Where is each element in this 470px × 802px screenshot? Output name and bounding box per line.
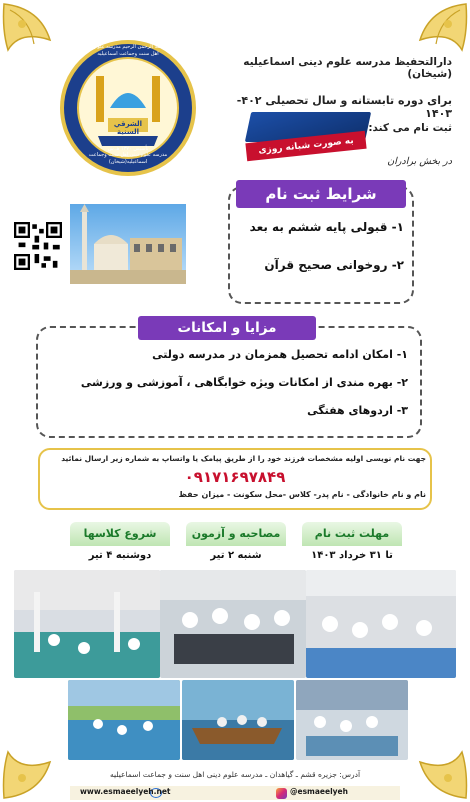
benefits-title: مزایا و امکانات — [138, 316, 316, 340]
brothers-text: در بخش برادران — [387, 156, 452, 167]
card-classes-title: شروع کلاسها — [70, 522, 170, 546]
card-interview-value: شنبه ۲ تیر — [186, 546, 286, 566]
register-open-text: ثبت نام می کند: — [368, 122, 452, 134]
condition-item-1: ۱- قبولی پایه ششم به بعد — [249, 220, 404, 234]
benefit-item-3: ۳- اردوهای هفتگی — [307, 404, 408, 417]
photo-museum-visit — [296, 680, 408, 760]
benefit-item-2: ۲- بهره مندی از امکانات ویژه خوابگاهی ، آموزشی و ورزشی — [80, 376, 408, 389]
card-interview-title: مصاحبه و آزمون — [186, 522, 286, 546]
school-name: دارالتحفیظ مدرسه علوم دینی اسماعیلیه (شیخان) — [243, 56, 452, 80]
photo-classroom-2 — [160, 570, 306, 678]
footer-website[interactable]: www.esmaeelyeh.net — [80, 787, 171, 796]
logo-top-text: بسم الله الرحمن الرحيم مدرسه علوم دینی اهل سنت وجماعت اسماعیلیه — [83, 44, 173, 57]
logo-year: تأسیس ۱۳۷۰ هـ.ش — [107, 146, 149, 152]
evening-ribbon: به صورت شبانه روزی — [245, 131, 366, 161]
mosque-photo — [70, 204, 186, 284]
conditions-title: شرایط ثبت نام — [236, 180, 406, 208]
logo-bottom-text: مدرسه علوم دینی اهل سنت وجماعت اسماعیلیه(شیخان) — [88, 152, 168, 165]
card-registration-value: تا ۳۱ خرداد ۱۴۰۳ — [302, 546, 402, 566]
benefit-item-1: ۱- امکان ادامه تحصیل همزمان در مدرسه دولتی — [152, 348, 408, 361]
contact-line-1: جهت نام نویسی اولیه مشخصات فرزند خود را از طریق پیامک یا واتساپ به شماره زیر ارسال نمائید — [61, 454, 426, 463]
card-classes-start — [70, 522, 170, 566]
photo-classroom-3 — [306, 570, 456, 678]
card-classes-value: دوشنبه ۴ تیر — [70, 546, 170, 566]
card-registration-deadline — [302, 522, 402, 566]
qr-code[interactable] — [14, 222, 62, 270]
photo-classroom-1 — [14, 570, 160, 678]
period-text: برای دوره تابستانه و سال تحصیلی ۴۰۲- ۱۴۰۳ — [236, 94, 452, 120]
contact-phone[interactable]: ۰۹۱۷۱۶۹۷۸۴۹ — [184, 468, 286, 486]
instagram-icon — [276, 788, 287, 799]
condition-item-2: ۲- روخوانی صحیح قرآن — [264, 258, 404, 272]
card-registration-title: مهلت ثبت نام — [302, 522, 402, 546]
card-interview — [186, 522, 286, 566]
footer-instagram[interactable]: @esmaeelyeh — [290, 787, 348, 796]
contact-line-3: نام و نام خانوادگی - نام پدر- کلاس -محل سکونت - میزان حفظ — [178, 490, 426, 499]
logo-center-text: الشرقي السنية — [113, 120, 143, 136]
footer-address: آدرس: جزیره قشم ـ گیاهدان ـ مدرسه علوم دینی اهل سنت و جماعت اسماعیلیه — [109, 770, 361, 779]
photo-outdoor-camp — [68, 680, 180, 760]
school-logo — [58, 38, 198, 178]
photo-boat-trip — [182, 680, 294, 760]
